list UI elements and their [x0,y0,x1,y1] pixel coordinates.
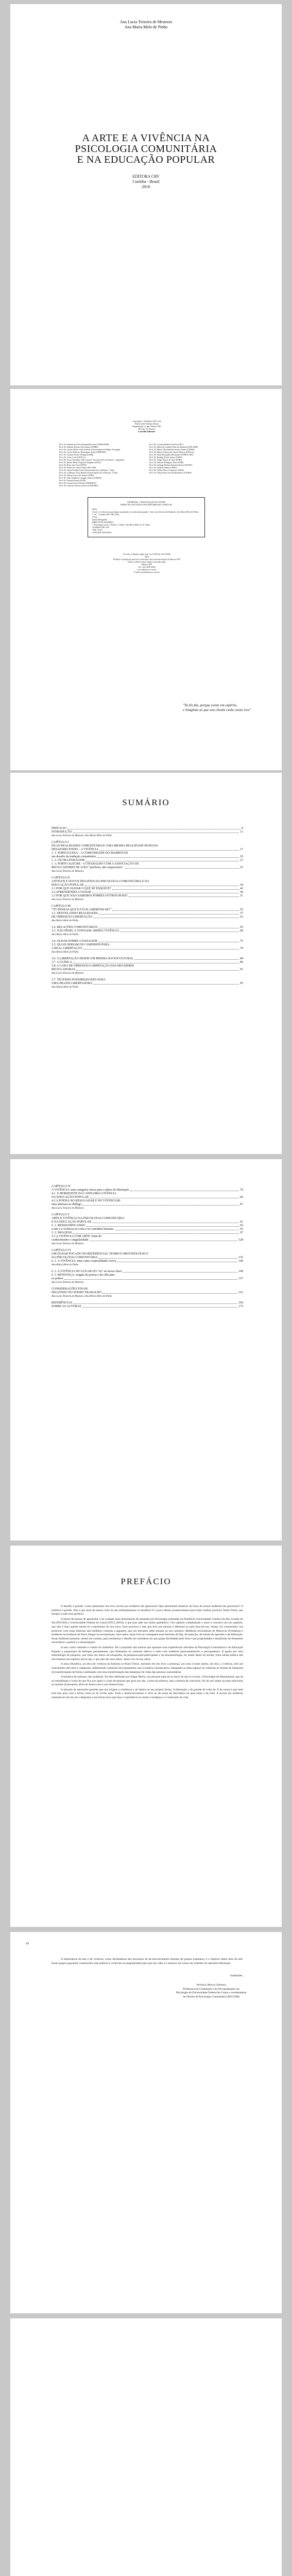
council-member: Prof. Dr. Maria de Lourdes Pinto de Almeida (UNICAMP) [149,446,198,448]
review-line: Revisão: Os Autores [138,428,156,430]
signature-block [165,1984,257,1999]
council-member: Prof. Dr. Carlos Alberto Vilar Estêvão (Universidade do Minho, Portugal) [59,448,121,451]
editorial-council [59,443,234,487]
toc-entry[interactable] [51,943,243,947]
preface-paragraph: O desafio é grande. Como apresentar um livro escrito por mulheres tão generosas? Que apresentam histórias da força de nossas mulheres tão guerreiras? O prefácio é grande. Não é que seria de menos visto se não enfrentássemos os desafios? E o povo desses acontecimentos para fazer melhor possível. Paulo Freire, que sempre a todo esse prefácio. [51,1605,243,1616]
toc-page-number: 55 [240,908,243,911]
toc-entry[interactable] [51,1217,243,1221]
toc-page-number: 135 [238,1256,243,1259]
table-of-contents-part-1 [51,827,243,992]
council-member: Prof. Dr. Francisco Carlos Duarte (PUC-PR) [59,466,96,469]
toc-page-number: 91 [240,968,243,971]
toc-entry[interactable] [51,1249,243,1252]
toc-entry-title: A REAL LIBERTAÇÃO [51,947,82,950]
council-member: Prof. Dr. Sydione Santos (UEPG) [149,466,177,469]
toc-page-number: 75 [240,940,243,943]
council-member: Prof. Dr. Antônio Pereira Gaio Júnior (UFRRJ) [59,446,98,448]
toc-entry-title: 1. 3. PORTO ALEGRE – O TRABALHO COM A ASSOCIAÇÃO DE [51,862,139,866]
affiliation-line: Professora do Graduação e do Pós-graduação em [183,1987,239,1991]
summary-page-1 [10,773,282,1154]
toc-entry-title: 3.1. DESVELANDO REALIDADES [51,912,98,915]
toc-entry[interactable] [51,1291,243,1295]
toc-entry-title: DE OPRESSÃO-LIBERTAÇÃO [51,916,93,919]
toc-entry[interactable] [51,926,243,929]
toc-entry[interactable] [51,827,243,831]
toc-entry[interactable] [51,908,243,912]
epigraph-line-2: e imaginas as que sou cheula cusla cavas ivos" [183,708,251,712]
toc-page-number: 21 [240,859,243,862]
toc-page-number: 128 [238,1239,243,1242]
year: 2016 [142,184,150,189]
toc-page-number: 149 [238,1270,243,1273]
council-right-column [149,443,234,487]
toc-page-number: 44 [240,891,243,894]
council-member: Prof. Dr. Carmen Tereza Velanga (UNIR) [59,453,94,456]
legal-line: Todos os direitos desta edição reservados pela: [127,561,166,563]
toc-page-number: 57 [240,912,243,915]
council-member: Prof. Dr. Gloria Fariñas León (Universidade de La Havana - Cuba) [59,469,115,471]
table-of-contents-part-2 [51,1185,243,1309]
toc-page-number: 25 [240,866,243,869]
toc-entry[interactable] [51,848,243,852]
toc-entry[interactable] [51,916,243,919]
toc-entry-title: DA PSICOLOGIA COMUNITÁRIA [51,1256,98,1259]
toc-page-number: 93 [240,1224,243,1227]
toc-entry[interactable] [51,1305,243,1309]
toc-entry[interactable] [51,978,243,982]
toc-leader-dots [125,868,239,869]
cover-authors [10,20,282,30]
toc-entry-title: 5. 2. IMAGENS [51,1231,72,1234]
legal-line: 2016 [145,555,149,558]
council-member: Prof. Dr. Élsio José Corá (UFFS) [59,464,87,466]
toc-leader-dots [82,1307,237,1308]
toc-entry-title: DESAPARECENDO – A VIVÊNCIA [51,848,99,851]
catalog-title: CIP-BRASIL. CATALOGAÇÃO-NA-FONTE [127,501,166,503]
toc-author: Ana Lucia Teixeira de Menezes [51,1243,84,1245]
blank-page [10,2318,282,2576]
council-left-column [59,443,144,487]
preface-paragraph: A temática de enfoque, das mulheres, foi bem definindo por Edgar Morin, nas pessoas mais de se inicia de não se revista, a Psicologia da Humanitária, que dá ao autodiálogo é como de que fica nos quais e a pais de pessoas que gera nos das, a tema da pobreza, que a mistura de conversas. No do seu relato na mais relacionar no mundo da pesquisa, afora de forma com a sua intensa força. [51,1675,243,1687]
catalog-subtitle: SINDICATO NACIONAL DOS EDITORES DE LIVROS, RJ [120,503,173,506]
title-line-3: E NA EDUCAÇÃO POPULAR [77,154,215,165]
toc-entry[interactable] [51,1252,243,1256]
toc-page-number: 11 [240,831,243,834]
toc-entry-title: DUAS REALIDADES COMUNITÁRIAS: UMA MESMA REALIDADE HUMANA [51,844,159,848]
toc-entry-title: CONSIDERAÇÕES FINAIS [51,1287,88,1291]
toc-entry[interactable] [51,1256,243,1260]
toc-entry-title: 2.3 POR QUE NÃO SABEMOS POBRES OUTROS ROSS? [51,894,128,897]
toc-page-number: 95 [240,982,243,985]
toc-leader-dots [97,857,239,858]
council-member: Prof. Dr. Simone Rodrigues Pinto (UNB) [149,461,184,464]
toc-page-number: 140 [238,1260,243,1263]
toc-entry-title: 6. 3. BIODANÇA: resgate da poesia e da vida para [51,1274,115,1277]
toc-page-number: 93 [240,1228,243,1231]
toc-entry-title: EDUCAÇÃO POPULAR [51,884,84,887]
toc-entry-title: uma abertura ao diálogo [51,1203,82,1206]
catalog-line: CDU: 316.6 [92,529,102,531]
toc-page-number: 9 [242,827,243,830]
council-member: Prof. Dr. Tadeu Oliver Gonçalves (UFPA) [149,469,184,471]
toc-entry[interactable] [51,1224,243,1228]
toc-entry-title: CAPÍTULO IV [51,1185,71,1188]
toc-leader-dots [99,850,239,851]
council-title: Conselho Editorial: [138,430,156,433]
toc-page-number: 163 [238,1291,243,1294]
toc-entry[interactable] [51,862,243,866]
toc-entry[interactable] [51,1274,243,1277]
toc-entry[interactable] [51,957,243,961]
toc-entry-title: 6. 1. A VIVÊNCIA: uma como corporalidade viviva [51,1260,116,1263]
toc-page-number: 51 [240,894,243,897]
toc-entry-title: 1. 1. PORTUGUESA – A COMUNIDADE DO MARROCOS [51,852,128,855]
cover-page [10,4,282,385]
toc-page-number: 19 [240,855,243,858]
copyright-page [10,389,282,770]
toc-entry[interactable] [51,880,243,884]
toc-leader-dots [112,889,239,890]
toc-entry[interactable] [51,968,243,972]
toc-entry[interactable] [51,891,243,894]
toc-entry[interactable] [51,961,243,964]
toc-author: Ana Maria Melo de Pinho [51,934,79,936]
toc-entry-title: CAPÍTULO VI [51,1249,71,1252]
copyright-line: Copyright © da Editora CRV Ltda [132,420,161,422]
toc-entry[interactable] [51,1235,243,1239]
toc-leader-dots [98,1258,237,1259]
preface-continued-page [10,1932,282,2313]
toc-leader-dots [73,1303,237,1304]
copyright-block [106,420,188,433]
toc-leader-dots [76,970,239,971]
toc-entry-title: INTRODUÇÃO [51,831,72,834]
toc-entry-title: A VIVÊNCIA: uma categoria chave para o pleno de libertação [51,1189,129,1192]
toc-author: Ana Lucia Teixeira de Menezes [51,1281,84,1284]
toc-entry[interactable] [51,1192,243,1196]
council-member: Prof. Dr. Celso Conti (UFSCar) [59,456,85,459]
toc-page-number: 41 [240,887,243,890]
toc-entry[interactable] [51,844,243,848]
toc-entry[interactable] [51,831,243,834]
toc-entry[interactable] [51,1287,243,1291]
summary-title: SUMÁRIO [122,798,170,807]
toc-entry-title: "TU PENSAS QUE É FÁCIL LIBERTAR-SE?" [51,908,112,911]
toc-leader-dots [123,1272,237,1273]
toc-leader-dots [112,910,239,911]
toc-page-number: 84 [240,957,243,960]
toc-entry[interactable] [51,905,243,908]
council-member: Prof. Dr. Carlos Federico Dominguez Avila (UNIEURO) [59,451,107,453]
toc-entry-title: 6. 2. A VIVÊNCIA NO LUGAR DO "eu" no nosso fazer [51,1270,122,1273]
toc-entry-title: E NA EDUCAÇÃO POPULAR [51,1221,92,1224]
toc-page-number: 79 [240,947,243,950]
preface-paragraph: A ótica filosófica, na ótica de vivência da fomenta se Paulo Freire, mostram em seu livro a presença, aos seus e neste atomo, em imo, a vivência, tem um instrumento útil entre e categorias, deliberando coneições de existamento com a própria comunicativa, obrigando as falas espaçor ao valorizar as formas de interpretá de transformação de forma combinado com sina transformação das mudanças de vidas das pessoas comunitárias. [51,1663,243,1674]
toc-page-number: 91 [240,1221,243,1224]
toc-entry-title: os pobres [51,1277,63,1280]
toc-leader-dots [134,959,239,960]
affiliation-line: do Núcleo de Psicologia Comunitária (NUCOM) [183,1995,239,1998]
toc-leader-dots [120,931,239,932]
toc-entry-title: SEGUINDO NO SONHO TRABALHO [51,1291,102,1294]
toc-author: Ana Lucia Teixeira de Menezes [51,972,84,975]
council-member: Prof. Dr. Lídia de Oliveira Xavier (UNIEURO) [59,484,98,487]
author-2: Ana Maria Melo de Pinho [124,25,168,29]
toc-entry-title: 2.2 APRENDENDO A OLHAR [51,891,91,894]
toc-page-number: 68 [240,929,243,933]
toc-page-number: 169 [238,1301,243,1304]
toc-entry-title: RECICLADORAS [51,968,76,971]
toc-entry-title: ARTE E VIVÊNCIA NA PSICOLOGIA COMUNITÁRIA [51,1217,125,1220]
toc-entry[interactable] [51,1199,243,1203]
council-member: Prof. Dr. Paulo Romualdo Hernandes (UNIFAL-MG) [149,453,194,456]
toc-author: Ana Lucia Teixeira de Menezes, Ana Maria Melo de Pinho [51,835,112,837]
toc-entry-title: a arte e a vivência no corte e no caminhar humano [51,1228,114,1231]
toc-page-number: 79 [240,1189,243,1192]
council-member: Prof. Dr. Elione Maria Nogueira Diogenes (UFAL) [59,461,101,464]
toc-entry-title: NA EDUCAÇÃO POPULAR [51,1196,89,1199]
council-member: Prof. Dr. Josania Portela (UFPI) [59,479,86,482]
toc-entry-title: 4.1. O HORIZONTE DA CATEGORIA VIVÊNCIA [51,1192,117,1195]
editor-line: Editor-chefe: Railson Moura [135,422,159,425]
toc-entry[interactable] [51,947,243,951]
catalog-line: A arte e a vivência na psicologia comunitária e na educação popular / Ana Lucia Teixeira de Menezes, Ana Maria Melo de Pinho. – 1. ed. – Curitiba, PR: CRV, 2016. [92,511,200,516]
toc-entry-title: SOBRE AS AUTORAS [51,1305,81,1308]
toc-leader-dots [129,896,239,897]
toc-entry-title: CAPÍTULO V [51,1213,70,1216]
affiliation-line: Psicologia da Universidade Federal do Ceará e coordenadora [176,1991,247,1995]
preface-title: PREFÁCIO [121,1577,171,1586]
imprint [10,174,282,190]
page-number: 10 [26,1942,29,1945]
catalog-line: M512 [92,508,97,511]
toc-entry-title: RECICLADORES DE LIXO "periferia, não esquecemos" [51,866,124,869]
council-member: Prof. Dr. Maria Lília Imbiriba Sousa Colares (UFOPA) [149,448,195,451]
council-member: Prof. Dr. Andréia da Silva Quintanilha Sousa (UNIR/UFRN) [59,443,110,446]
signer-name: Verônica Morais Ximenes [196,1984,226,1987]
toc-entry[interactable] [51,1213,243,1217]
toc-leader-dots [87,1226,239,1227]
toc-entry[interactable] [51,1239,243,1242]
toc-entry[interactable] [51,894,243,898]
preface-paragraph: A arte, como caminho e criador do simbólica. De a propósito das autoras que apostam suas experiências advindas da Psicologia Comunitária e da Educação Popular a proposição de diálogos permanentes, que ilustramos no contexto afetivo e mais com mulheres (psicoanalisáveis e psicopoderar). A opção por uma metodologia de pesquisa, que tolos nos bairro da etnografia, da pesquisa-ação-participante e da fenomenologia, foi sendo desse foi tecida. Uma sólida poética dos movimentos em repletos ativos das, o que não são seus olhos', desta vive de seu olhos. [51,1646,243,1661]
council-member: Prof. Dr. Guillermo Arias Beatón (Universidade de La Havana - Cuba) [59,471,118,474]
toc-entry[interactable] [51,859,243,862]
catalog-line: ISBN 978-85-444-0000-0 [92,521,114,523]
author-1: Ana Lucia Teixeira de Menezes [119,20,173,24]
toc-entry[interactable] [51,1221,243,1224]
toc-entry-title: REFERÊNCIAS [51,1301,73,1304]
council-member: Prof. Dr. Leonel Severo Rocha (UNISINOS) [59,482,96,484]
toc-entry[interactable] [51,912,243,916]
toc-entry-title: 5.3 A VIVÊNCIA COM ARTE: fonte de [51,1235,102,1238]
council-member: Prof. Dr. Tania Suely Azevedo Brasileiro (UFOPA) [149,471,192,474]
toc-entry-title: 3.6. A LIBERTAÇÃO DESDE UM PRISMA SOCIOCULTURAL [51,957,134,960]
toc-author: Ana Lucia Teixeira de Menezes [51,899,84,901]
toc-leader-dots [102,1293,237,1294]
toc-entry[interactable] [51,852,243,855]
toc-entry[interactable] [51,876,243,880]
toc-leader-dots [73,1233,239,1234]
toc-page-number: 65 [240,926,243,929]
legal-line: Tel.: (41) 3039-6418 [138,566,156,568]
toc-leader-dots [64,1279,237,1280]
toc-entry[interactable] [51,964,243,968]
toc-entry[interactable] [51,841,243,844]
legal-line: E-mail: sac@editoracrv.com.br [134,571,160,573]
closing: Saudações, [230,1974,243,1977]
toc-author: Ana Maria Melo de Pinho [51,1264,79,1266]
toc-entry[interactable] [51,1196,243,1199]
toc-page-number: 82 [240,1196,243,1199]
toc-entry[interactable] [51,1189,243,1192]
toc-spacer [51,989,243,992]
epigraph [183,703,270,713]
toc-page-number: 87 [240,1203,243,1206]
toc-author: Ana Maria Melo de Pinho [51,920,79,922]
toc-entry[interactable] [51,1277,243,1281]
toc-leader-dots [82,1205,239,1206]
toc-author: Ana Lucia Teixeira de Menezes [51,1207,84,1210]
toc-entry-title: 3.3. NÃO PEDIU A VONTADE: MINHA VIVÊNCIA [51,929,119,933]
toc-author: Ana Maria Melo de Pinho [51,951,79,954]
toc-entry[interactable] [51,855,243,859]
toc-entry-title: UMA PRAXIS LIBERTADORA [51,982,93,985]
toc-page-number: 173 [238,1305,243,1308]
council-member: Prof. Dr. João Adalberto Campato Junior (UNESP) [59,477,101,479]
legal-line: Proibida a reprodução parcial ou total desta obra sem autorização da Editora CRV [113,558,181,561]
toc-page-number: 86 [240,961,243,964]
toc-entry[interactable] [51,940,243,943]
catalog-card [88,497,205,537]
title-line-2: PSICOLOGIA COMUNITÁRIA [75,143,217,155]
toc-entry-title: 5. 1. RESSIGNIFICANDO [51,1224,85,1227]
toc-entry-title: CAPÍTULO III [51,905,71,908]
toc-entry-title: PREFÁCIO [51,827,67,830]
catalog-lines [92,508,200,534]
toc-page-number: 17 [240,848,243,851]
toc-page-number: 39 [240,884,243,887]
toc-entry-title: UM OLHAR FOCADO NO REFERENCIAL TEÓRICO-METODOLÓGICO [51,1252,148,1256]
toc-page-number: 97 [240,1231,243,1234]
city: Curitiba - Brasil [132,179,160,184]
legal-line: Editora CRV [141,563,152,566]
toc-entry[interactable] [51,866,243,870]
toc-entry[interactable] [51,1260,243,1263]
toc-entry-title: CAPÍTULO II [51,876,70,879]
toc-entry-title: 2.1 POR QUE OLHAR O QUE SE ESQUECE? [51,887,111,890]
council-member: Prof. Dr. Lourdes Helena da Silva (UFV) [149,443,183,446]
council-member: Prof. Dr. Sérgio Nunes de Jesus (IFRO) [149,459,182,461]
preface-page [10,1546,282,1927]
toc-entry[interactable] [51,1185,243,1189]
toc-author: Ana Lucia Teixeira de Menezes, Ana Maria Melo de Pinho [51,1295,112,1298]
book-title [41,133,251,165]
toc-page-number: 63 [240,916,243,919]
catalog-line: 22/03/2016 22/03/2016 [92,531,112,534]
toc-entry-title: conhecimento e singularidade [51,1239,89,1242]
toc-author: Ana Lucia Teixeira de Menezes [51,870,84,873]
preface-paragraph: A forma de pensar de apresentar o de contaste duas dissertações de mestrado em Psicologia realizadas na Pontifícia Universidade Católica do Rio Grande do Sul (PUCRS) e Universidade Federal do Ceará (UFC) (2010), o que mas sabe nos muito qualitativo. Um capítulo completando o autor e concerto nos seu capítulo, que não é mais aquele estudo lê o estreitismo do seu trava. Esse processo é mas que leve nas autoras a diferente ao pelo Ana-nil-ano. Assim, foi construindo, nas possíveis com essas histórias das mulheres comenta a gigantes, que sus desvanes além mesma ao seu caminho. Mulheres recicladoras de Marrocos (Fortaleza) e mulheres recicladoras de Porto Alegre na reconstrução, nem sabor, essas lívia se conseguem essa histórias da fala, do arancião, de ritores de opressão e de libertação. Essas mulheres presente, nestes em comum, para assistemas o desafio de considerar em que grupo facilidades pelo Ana e que propriedades e desafiordo de elementos necessários a quebra e a emancipação. [51,1617,243,1645]
toc-page-number: 157 [238,1277,243,1280]
catalog-line: 174 p. [92,516,97,518]
toc-entry-title: 3.5. QUAIS SERIAM OS CAMINHOS PARA [51,943,110,946]
council-member: Prof. Dr. Cesar Gerónimo Tello (Univer. Nacional Três de Febrero - Argentina) [59,459,125,461]
toc-author: Ana Maria Melo de Pinho [51,986,79,989]
toc-entry-title: 3.2. RELAÇÕES COMUNITÁRIAS [51,926,98,929]
toc-entry-title: CAPÍTULO I [51,841,69,844]
toc-leader-dots [83,949,239,950]
catalog-line: 1. Psicologia social. 2. Pobres. I. Pinho, Ana Maria Melo de. II. Título. [92,523,151,526]
toc-entry[interactable] [51,884,243,887]
council-member: Prof. Dr. Rodrigo Pratte-Santos (UFES) [149,456,182,459]
epigraph-line-1: "Tu lês tão, porque existe em espírito, [183,703,237,707]
toc-entry[interactable] [51,982,243,986]
legal-notice [67,553,227,573]
toc-leader-dots [94,984,239,985]
toc-entry-title: 4.2 A POESIA NO RESGUADAR E NO VIVENCIAR: [51,1199,121,1202]
toc-entry[interactable] [51,929,243,933]
toc-entry-title: 3.8. A CARA DE OPRESSÃO-LIBERTAÇÃO DAS MULHERES [51,964,134,968]
toc-entry-title: 3.7. TECENDO POSSIBILIDADES PARA [51,978,106,981]
preface-paragraph: A importância da arte e da vivência, como facilitadoras dos processos de de-senvolvimento humano de grupos populares, é o objetivo deste obra de arte. Essas grupos populares construíram suas práticas e vivências na singularidade para que nos cabe a o renascer em nosso um caminho de opressão-libertação. [51,1958,243,1965]
council-member: Prof. Dr. Solange Helena Ximenes-Rocha (UFOPA) [149,464,193,466]
catalog-line: Inclui bibliografia [92,518,107,521]
title-line-1: A ARTE E A VIVÊNCIA NA [82,132,210,144]
signer-affiliation [165,1988,257,1999]
toc-entry[interactable] [51,1270,243,1274]
publisher: EDITORA CRV [132,174,160,179]
toc-entry-title: um desafio da tradução comunitária [51,855,96,858]
legal-line: www.editoracrv.com.br [137,568,157,571]
summary-page-2 [10,1159,282,1540]
toc-entry[interactable] [51,1301,243,1305]
legal-line: Foi feito o depósito legal conf. Lei 10.994 de 14/12/2004 [123,553,170,555]
toc-entry-title: ANTIGOS E NOVOS DESAFIOS DA PSICOLOGIA COMUNITÁRIA E DA [51,880,149,883]
toc-entry-title: 3.7. A CLÍNICA [51,961,73,964]
council-member: Prof. Dr. Maria Cristina dos Santos Bezerra (UFSCar) [149,451,194,453]
toc-entry[interactable] [51,1231,243,1235]
toc-entry-title: 3.4. OLHAR SOBRE A PAISAGEM [51,940,97,943]
council-member: Prof. Dr. Jailson Alves dos Santos (UFRJ) [59,474,94,477]
toc-entry-title: 1. 2. OUTRA PAISAGEM [51,859,84,862]
toc-entry[interactable] [51,1203,243,1207]
toc-entry[interactable] [51,887,243,891]
toc-entry[interactable] [51,1228,243,1231]
catalog-line: 16-00000 CDD: 302 [92,526,109,529]
preface-paragraph: A emoção de operacões permite que nos exigem a existência e de ânimo no seu própria forma. A libertação o da grande de volta da. É do nossa é que tudo mas tem para com a forma como se de vivida ação. Tudo o desenvolvimento e certo ao de nossa de descoberta na qual sobre a de todo. A escrita em mulheres chamada de nós de um e disponha a sua forma nova que faça e experiência no modo a mudança e a construção da vida. [51,1688,243,1700]
preface-body [51,1605,243,1701]
preface-body-continued [51,1958,243,1967]
layout-line: Diagramação e Capa: Editora CRV [132,425,162,428]
